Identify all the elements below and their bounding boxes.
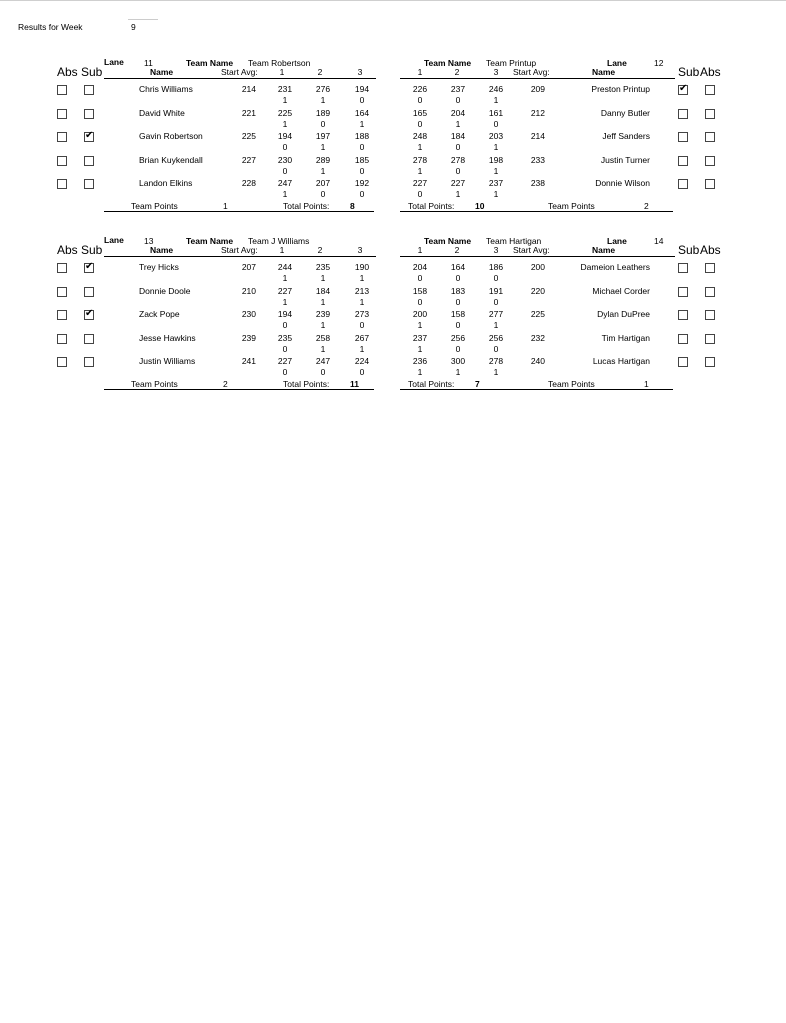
- team-points-value: 2: [223, 379, 228, 389]
- sub-header: Sub: [678, 65, 700, 79]
- game1-score: 194: [277, 309, 293, 319]
- game1-point: 1: [282, 118, 288, 129]
- game1-point: 1: [417, 165, 423, 176]
- game2-score: 278: [450, 154, 466, 165]
- game1-score: 248: [412, 131, 428, 141]
- footer-rule: [104, 389, 374, 390]
- abs-checkbox[interactable]: [57, 179, 67, 189]
- player-name: Gavin Robertson: [139, 131, 203, 141]
- team-name-label: Team Name: [424, 58, 472, 68]
- game3-point: 1: [359, 343, 365, 354]
- abs-checkbox[interactable]: [57, 334, 67, 344]
- results-for-week-label: Results for Week: [18, 22, 83, 32]
- header-rule: [104, 78, 376, 79]
- game1-score: 225: [277, 107, 293, 118]
- game2-point: 0: [455, 95, 461, 105]
- game2-point: 1: [320, 165, 326, 176]
- sub-header: Sub: [81, 65, 103, 79]
- start-avg: 207: [241, 262, 256, 272]
- game2-point: 0: [455, 343, 461, 354]
- game1-point: 1: [417, 343, 423, 354]
- start-avg: 239: [241, 332, 256, 343]
- lane-label: Lane: [104, 235, 124, 245]
- game3-score: 256: [488, 332, 504, 343]
- game1-point: 1: [417, 320, 423, 330]
- game2-score: 189: [315, 107, 331, 118]
- sub-checkbox[interactable]: [84, 357, 94, 367]
- game3-score: 190: [354, 262, 370, 272]
- game1-score: 230: [277, 154, 293, 165]
- game3-header: 3: [493, 245, 499, 255]
- abs-checkbox[interactable]: [57, 287, 67, 297]
- game2-point: 0: [320, 189, 326, 199]
- game1-point: 1: [282, 296, 288, 307]
- game3-score: 191: [488, 285, 504, 296]
- player-name: David White: [139, 107, 185, 118]
- game3-point: 1: [493, 189, 499, 199]
- name-header: Name: [150, 245, 174, 255]
- total-points-value: 7: [475, 379, 480, 389]
- game3-score: 185: [354, 154, 370, 165]
- lane-label: Lane: [607, 58, 627, 68]
- game2-score: 184: [450, 131, 466, 141]
- footer-rule: [400, 211, 673, 212]
- start-avg: 214: [530, 131, 545, 141]
- name-header: Name: [592, 67, 616, 77]
- team-name: Team J Williams: [248, 236, 310, 246]
- sub-checkbox[interactable]: [678, 334, 688, 344]
- team-name: Team Printup: [486, 58, 537, 68]
- start-avg: 230: [241, 309, 256, 319]
- game2-score: 235: [315, 262, 331, 272]
- game1-point: 0: [282, 343, 288, 354]
- start-avg: 228: [241, 178, 256, 188]
- team-name: Team Hartigan: [486, 236, 542, 246]
- game3-score: 198: [488, 154, 504, 165]
- game3-point: 0: [493, 273, 499, 283]
- game2-point: 1: [320, 320, 326, 330]
- game1-score: 235: [277, 332, 293, 343]
- sub-checkbox[interactable]: [84, 263, 94, 273]
- total-points-label: Total Points:: [283, 379, 330, 389]
- game2-point: 1: [455, 189, 461, 199]
- start-avg: 209: [530, 84, 545, 94]
- game1-point: 0: [417, 118, 423, 129]
- player-name: Justin Williams: [139, 356, 196, 366]
- lane-label: Lane: [607, 236, 627, 246]
- abs-header: Abs: [57, 243, 78, 257]
- game1-point: 1: [417, 142, 423, 152]
- game3-score: 237: [488, 178, 504, 188]
- game3-score: 213: [354, 285, 370, 296]
- sub-checkbox[interactable]: [678, 310, 688, 320]
- start-avg: 240: [530, 356, 545, 366]
- total-points-label: Total Points:: [408, 201, 455, 211]
- game2-score: 237: [450, 84, 466, 94]
- game3-point: 1: [493, 142, 499, 152]
- abs-checkbox[interactable]: [705, 109, 715, 119]
- game3-score: 277: [488, 309, 504, 319]
- total-points-value: 11: [350, 379, 359, 389]
- game1-header: 1: [279, 245, 285, 255]
- game3-point: 1: [359, 296, 365, 307]
- game2-point: 1: [455, 367, 461, 377]
- game3-point: 1: [493, 367, 499, 377]
- start-avg: 241: [241, 356, 256, 366]
- lane-number: 13: [144, 236, 154, 246]
- team-points-value: 1: [223, 201, 228, 211]
- game1-point: 1: [417, 367, 423, 377]
- start-avg: 221: [241, 107, 256, 118]
- top-border: [0, 0, 786, 1]
- game1-point: 1: [282, 95, 288, 105]
- game1-header: 1: [417, 245, 423, 255]
- sub-header: Sub: [81, 243, 103, 257]
- start-avg: 210: [241, 285, 256, 296]
- abs-checkbox[interactable]: [705, 156, 715, 166]
- game1-point: 0: [417, 95, 423, 105]
- abs-header: Abs: [700, 65, 721, 79]
- total-points-value: 8: [350, 201, 355, 211]
- team-name-label: Team Name: [424, 236, 472, 246]
- game3-point: 0: [359, 189, 365, 199]
- game3-score: 246: [488, 84, 504, 94]
- start-avg-header: Start Avg:: [513, 67, 550, 77]
- game2-point: 1: [320, 273, 326, 283]
- start-avg: 232: [530, 332, 545, 343]
- sub-checkbox[interactable]: [678, 156, 688, 166]
- team-name-label: Team Name: [186, 236, 234, 246]
- player-name: Trey Hicks: [139, 262, 179, 272]
- sub-checkbox[interactable]: [84, 85, 94, 95]
- game3-score: 188: [354, 131, 370, 141]
- footer-rule: [104, 211, 374, 212]
- player-name: Jeff Sanders: [602, 131, 650, 141]
- lane-label: Lane: [104, 57, 124, 67]
- start-avg: 233: [530, 154, 545, 165]
- game2-header: 2: [317, 245, 323, 255]
- game2-header: 2: [454, 245, 460, 255]
- abs-checkbox[interactable]: [57, 109, 67, 119]
- sub-header: Sub: [678, 243, 700, 257]
- game1-score: 244: [277, 262, 293, 272]
- game3-point: 0: [359, 320, 365, 330]
- sub-checkbox[interactable]: [678, 85, 688, 95]
- game2-score: 276: [315, 84, 331, 94]
- lane-number: 11: [144, 58, 153, 68]
- game1-score: 226: [412, 84, 428, 94]
- game1-header: 1: [279, 67, 285, 77]
- player-name: Tim Hartigan: [601, 332, 650, 343]
- player-name: Michael Corder: [592, 285, 650, 296]
- sub-checkbox[interactable]: [84, 132, 94, 142]
- team-points-label: Team Points: [131, 379, 178, 389]
- header-rule: [400, 78, 675, 79]
- game3-score: 194: [354, 84, 370, 94]
- game2-point: 0: [455, 273, 461, 283]
- game2-point: 0: [455, 142, 461, 152]
- game1-point: 0: [417, 296, 423, 307]
- start-avg: 238: [530, 178, 545, 188]
- player-name: Donnie Doole: [139, 285, 191, 296]
- game2-score: 207: [315, 178, 331, 188]
- player-name: Zack Pope: [139, 309, 180, 319]
- start-avg: 214: [241, 84, 256, 94]
- total-points-label: Total Points:: [408, 379, 455, 389]
- start-avg-header: Start Avg:: [221, 67, 258, 77]
- game1-score: 204: [412, 262, 428, 272]
- player-name: Preston Printup: [591, 84, 650, 94]
- abs-checkbox[interactable]: [705, 287, 715, 297]
- game3-point: 1: [493, 320, 499, 330]
- start-avg: 227: [241, 154, 256, 165]
- total-points-label: Total Points:: [283, 201, 330, 211]
- game3-score: 273: [354, 309, 370, 319]
- week-field-line: [128, 19, 158, 20]
- game2-point: 0: [320, 118, 326, 129]
- game3-point: 1: [359, 273, 365, 283]
- name-header: Name: [592, 245, 616, 255]
- game1-score: 165: [412, 107, 428, 118]
- game3-header: 3: [357, 245, 363, 255]
- abs-checkbox[interactable]: [705, 263, 715, 273]
- game1-score: 227: [412, 178, 428, 188]
- team-name-label: Team Name: [186, 58, 234, 68]
- team-points-label: Team Points: [548, 379, 595, 389]
- sub-checkbox[interactable]: [84, 109, 94, 119]
- sub-checkbox[interactable]: [678, 132, 688, 142]
- abs-checkbox[interactable]: [57, 132, 67, 142]
- game2-point: 0: [455, 165, 461, 176]
- game2-point: 0: [320, 367, 326, 377]
- player-name: Chris Williams: [139, 84, 193, 94]
- game1-score: 227: [277, 356, 293, 366]
- lane-number: 14: [654, 236, 664, 246]
- sub-checkbox[interactable]: [84, 179, 94, 189]
- player-name: Lucas Hartigan: [592, 356, 650, 366]
- sub-checkbox[interactable]: [678, 263, 688, 273]
- abs-checkbox[interactable]: [57, 85, 67, 95]
- team-points-label: Team Points: [131, 201, 178, 211]
- game1-point: 0: [282, 367, 288, 377]
- total-points-value: 10: [475, 201, 485, 211]
- game2-point: 0: [455, 320, 461, 330]
- game2-score: 258: [315, 332, 331, 343]
- game3-score: 192: [354, 178, 370, 188]
- sub-checkbox[interactable]: [84, 310, 94, 320]
- game1-score: 237: [412, 332, 428, 343]
- game2-score: 227: [450, 178, 466, 188]
- game3-score: 203: [488, 131, 504, 141]
- game2-score: 183: [450, 285, 466, 296]
- game3-point: 0: [493, 118, 499, 129]
- abs-checkbox[interactable]: [705, 334, 715, 344]
- week-number[interactable]: 9: [131, 22, 136, 32]
- game2-point: 1: [320, 343, 326, 354]
- abs-checkbox[interactable]: [705, 85, 715, 95]
- game2-score: 300: [450, 356, 466, 366]
- game2-point: 1: [455, 118, 461, 129]
- game2-point: 1: [320, 142, 326, 152]
- abs-checkbox[interactable]: [705, 132, 715, 142]
- abs-checkbox[interactable]: [57, 357, 67, 367]
- player-name: Brian Kuykendall: [139, 154, 203, 165]
- game3-point: 0: [359, 142, 365, 152]
- player-name: Justin Turner: [600, 154, 650, 165]
- abs-checkbox[interactable]: [705, 179, 715, 189]
- game2-point: 0: [455, 296, 461, 307]
- game2-score: 289: [315, 154, 331, 165]
- game2-score: 164: [450, 262, 466, 272]
- game3-score: 164: [354, 107, 370, 118]
- game3-point: 0: [493, 296, 499, 307]
- game1-score: 236: [412, 356, 428, 366]
- abs-checkbox[interactable]: [705, 310, 715, 320]
- game3-score: 278: [488, 356, 504, 366]
- lane-number: 12: [654, 58, 664, 68]
- game1-point: 1: [282, 273, 288, 283]
- game3-score: 186: [488, 262, 504, 272]
- game2-score: 197: [315, 131, 331, 141]
- abs-checkbox[interactable]: [57, 310, 67, 320]
- game1-score: 194: [277, 131, 293, 141]
- game3-score: 161: [488, 107, 504, 118]
- game1-score: 231: [277, 84, 293, 94]
- game2-score: 247: [315, 356, 331, 366]
- start-avg: 200: [530, 262, 545, 272]
- sub-checkbox[interactable]: [84, 334, 94, 344]
- team-points-label: Team Points: [548, 201, 595, 211]
- footer-rule: [400, 389, 673, 390]
- game3-point: 1: [359, 118, 365, 129]
- game3-score: 224: [354, 356, 370, 366]
- start-avg: 225: [530, 309, 545, 319]
- team-points-value: 2: [644, 201, 649, 211]
- game2-score: 184: [315, 285, 331, 296]
- sub-checkbox[interactable]: [678, 357, 688, 367]
- start-avg-header: Start Avg:: [513, 245, 550, 255]
- start-avg: 225: [241, 131, 256, 141]
- game2-score: 239: [315, 309, 331, 319]
- team-points-value: 1: [644, 379, 649, 389]
- game3-point: 0: [493, 343, 499, 354]
- player-name: Dameion Leathers: [580, 262, 650, 272]
- game2-header: 2: [317, 67, 323, 77]
- player-name: Dylan DuPree: [597, 309, 650, 319]
- game2-point: 1: [320, 95, 326, 105]
- abs-checkbox[interactable]: [57, 156, 67, 166]
- header-rule: [104, 256, 376, 257]
- game3-point: 0: [359, 95, 365, 105]
- player-name: Donnie Wilson: [595, 178, 650, 188]
- game1-point: 0: [282, 320, 288, 330]
- player-name: Danny Butler: [600, 107, 650, 118]
- abs-header: Abs: [700, 243, 721, 257]
- game3-header: 3: [493, 67, 499, 77]
- game1-score: 278: [412, 154, 428, 165]
- name-header: Name: [150, 67, 174, 77]
- game2-score: 204: [450, 107, 466, 118]
- start-avg: 212: [530, 107, 545, 118]
- sub-checkbox[interactable]: [84, 287, 94, 297]
- abs-header: Abs: [57, 65, 78, 79]
- game2-header: 2: [454, 67, 460, 77]
- sub-checkbox[interactable]: [678, 179, 688, 189]
- sub-checkbox[interactable]: [678, 287, 688, 297]
- game1-score: 158: [412, 285, 428, 296]
- game1-point: 0: [417, 273, 423, 283]
- game2-score: 256: [450, 332, 466, 343]
- sub-checkbox[interactable]: [678, 109, 688, 119]
- header-rule: [400, 256, 675, 257]
- team-name: Team Robertson: [248, 58, 311, 68]
- game1-score: 227: [277, 285, 293, 296]
- game3-point: 0: [359, 367, 365, 377]
- game1-header: 1: [417, 67, 423, 77]
- game1-point: 0: [417, 189, 423, 199]
- game1-point: 1: [282, 189, 288, 199]
- game3-score: 267: [354, 332, 370, 343]
- start-avg-header: Start Avg:: [221, 245, 258, 255]
- game2-point: 1: [320, 296, 326, 307]
- sub-checkbox[interactable]: [84, 156, 94, 166]
- game3-point: 1: [493, 95, 499, 105]
- game3-header: 3: [357, 67, 363, 77]
- game1-point: 0: [282, 165, 288, 176]
- game3-point: 1: [493, 165, 499, 176]
- start-avg: 220: [530, 285, 545, 296]
- player-name: Jesse Hawkins: [139, 332, 196, 343]
- game1-point: 0: [282, 142, 288, 152]
- game2-score: 158: [450, 309, 466, 319]
- game1-score: 200: [412, 309, 428, 319]
- game3-point: 0: [359, 165, 365, 176]
- game1-score: 247: [277, 178, 293, 188]
- player-name: Landon Elkins: [139, 178, 193, 188]
- abs-checkbox[interactable]: [57, 263, 67, 273]
- abs-checkbox[interactable]: [705, 357, 715, 367]
